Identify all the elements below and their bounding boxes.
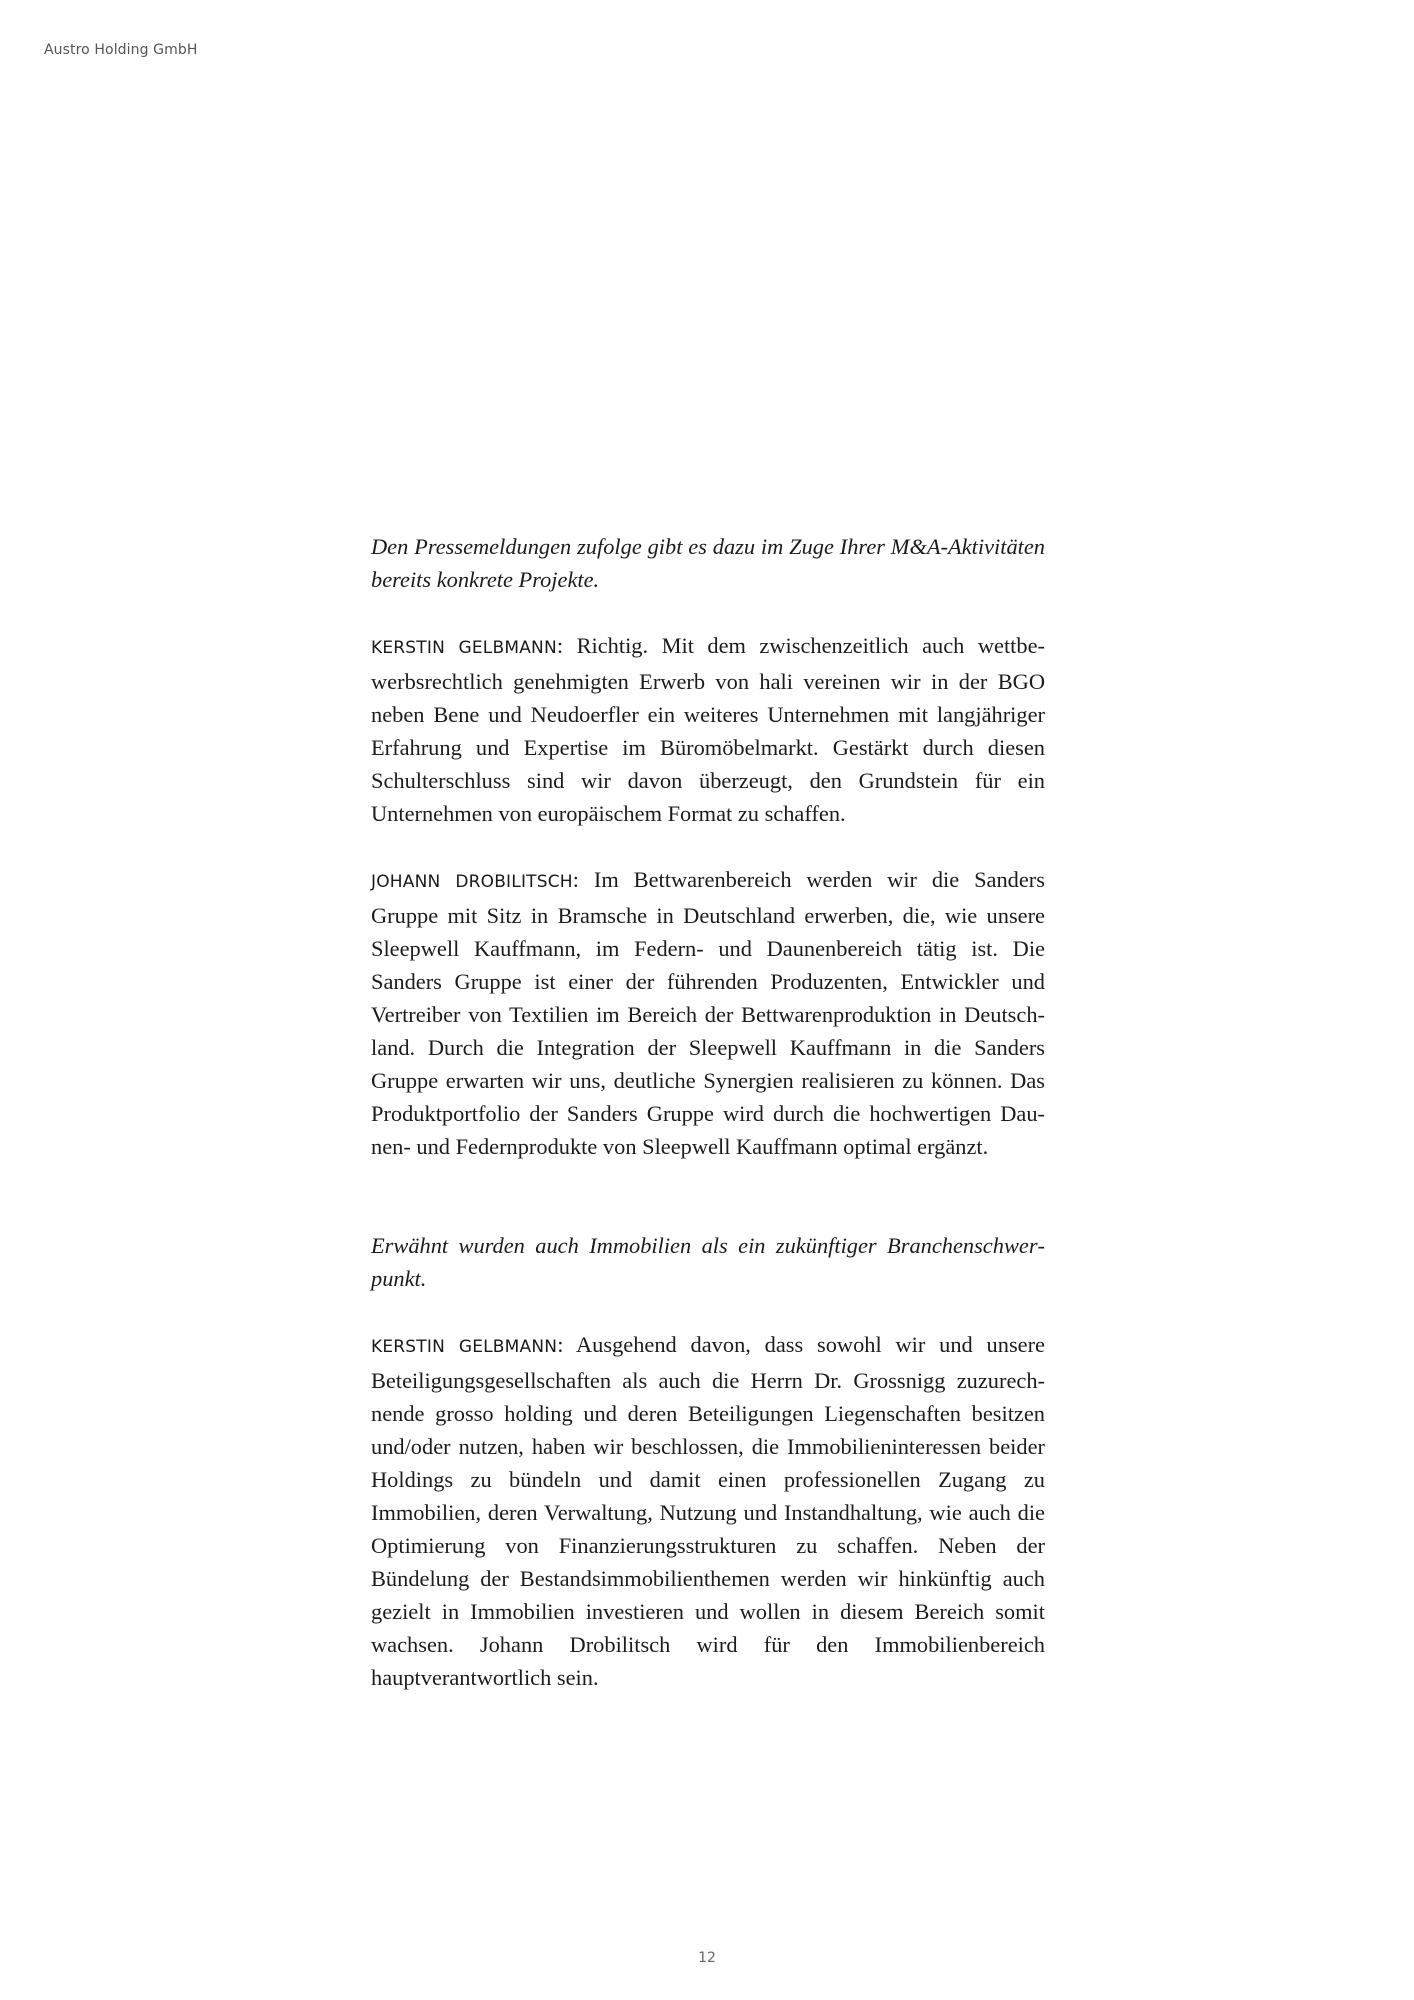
spacer [371,596,1045,629]
page-number: 12 [698,1950,716,1966]
interview-body [371,530,1045,1694]
interview-answer: JOHANN DROBILITSCH: Im Bettwarenbereich werden wir die Sanders Gruppe mit Sitz in Bramsche in Deutschland erwerben, die, wie unsere Sleepwell Kauffmann, im Federn- und Daunenbereich tätig ist. Die Sanders Gruppe ist einer der führenden Produzenten, Entwickler und Vertreiber von Textilien im Bereich der Bettwarenproduktion in Deutschland. Durch die Integration der Sleepwell Kauffmann in die Sanders Gruppe erwarten wir uns, deutliche Synergien realisieren zu können. Das Produktportfolio der Sanders Gruppe wird durch die hochwertigen Daunen- und Federnprodukte von Sleepwell Kauffmann optimal ergänzt. [371,867,1045,1159]
interview-answer: KERSTIN GELBMANN: Richtig. Mit dem zwischenzeitlich auch wettbewerbsrechtlich genehmigten Erwerb von hali vereinen wir in der BGO neben Bene und Neudoerfler ein weiteres Unternehmen mit langjähriger Erfahrung und Expertise im Büromöbelmarkt. Gestärkt durch diesen Schulterschluss sind wir davon überzeugt, den Grundstein für ein Unternehmen von europäischem Format zu schaffen. [371,633,1045,826]
spacer [371,830,1045,863]
interview-answer: KERSTIN GELBMANN: Ausgehend davon, dass sowohl wir und unsere Beteiligungsgesellschaften als auch die Herrn Dr. Grossnigg zuzurechnende grosso holding und deren Beteiligungen Liegenschaften besitzen und/oder nutzen, haben wir beschlossen, die Immobilieninteressen beider Holdings zu bündeln und damit einen professionellen Zugang zu Immobilien, deren Verwaltung, Nutzung und Instandhaltung, wie auch die Optimierung von Finanzierungsstrukturen zu schaffen. Neben der Bündelung der Bestandsimmobilienthemen werden wir hinkünftig auch gezielt in Immobilien investieren und wollen in diesem Bereich somit wachsen. Johann Drobilitsch wird für den Immobilienbereich hauptverantwortlich sein. [371,1332,1045,1690]
interview-question: Erwähnt wurden auch Immobilien als ein zukünftiger Branchenschwerpunkt. [371,1233,1045,1291]
speaker-name: JOHANN DROBILITSCH [371,872,573,892]
answer-text: Ausgehend davon, dass sowohl wir und unsere Beteiligungsgesellschaften als auch die Herrn Dr. Grossnigg zuzurechnende grosso holding und deren Beteiligungen Liegenschaften besitzen und/oder nutzen, haben wir beschlossen, die Immobilieninteressen beider Holdings zu bündeln und damit einen professionellen Zugang zu Immobilien, deren Verwaltung, Nutzung und Instandhaltung, wie auch die Optimierung von Finanzierungsstrukturen zu schaffen. Neben der Bündelung der Bestandsimmobilienthemen werden wir hinkünftig auch gezielt in Immobilien investieren und wollen in diesem Bereich somit wachsen. Johann Drobilitsch wird für den Immobilienbereich hauptverantwortlich sein. [371,1332,1045,1690]
section-spacer [371,1163,1045,1229]
answer-text: Im Bettwarenbereich werden wir die Sanders Gruppe mit Sitz in Bramsche in Deutschland erwerben, die, wie unsere Sleepwell Kauffmann, im Federn- und Daunenbereich tätig ist. Die Sanders Gruppe ist einer der führenden Produzenten, Entwickler und Vertreiber von Textilien im Bereich der Bettwarenproduktion in Deutschland. Durch die Integration der Sleepwell Kauffmann in die Sanders Gruppe erwarten wir uns, deutliche Synergien realisieren zu können. Das Produktportfolio der Sanders Gruppe wird durch die hochwertigen Daunen- und Federnprodukte von Sleepwell Kauffmann optimal ergänzt. [371,867,1045,1159]
speaker-name: KERSTIN GELBMANN [371,1337,558,1357]
company-header: Austro Holding GmbH [44,42,198,58]
interview-question: Den Pressemeldungen zufolge gibt es dazu im Zuge Ihrer M&A-Aktivitäten bereits konkrete Projekte. [371,534,1045,592]
answer-text: Richtig. Mit dem zwischenzeitlich auch wettbewerbsrechtlich genehmigten Erwerb von hali vereinen wir in der BGO neben Bene und Neudoerfler ein weiteres Unternehmen mit langjähriger Erfahrung und Expertise im Büromöbelmarkt. Gestärkt durch diesen Schulterschluss sind wir davon überzeugt, den Grundstein für ein Unternehmen von europäischem Format zu schaffen. [371,633,1045,826]
spacer [371,1295,1045,1328]
speaker-name: KERSTIN GELBMANN [371,638,557,658]
